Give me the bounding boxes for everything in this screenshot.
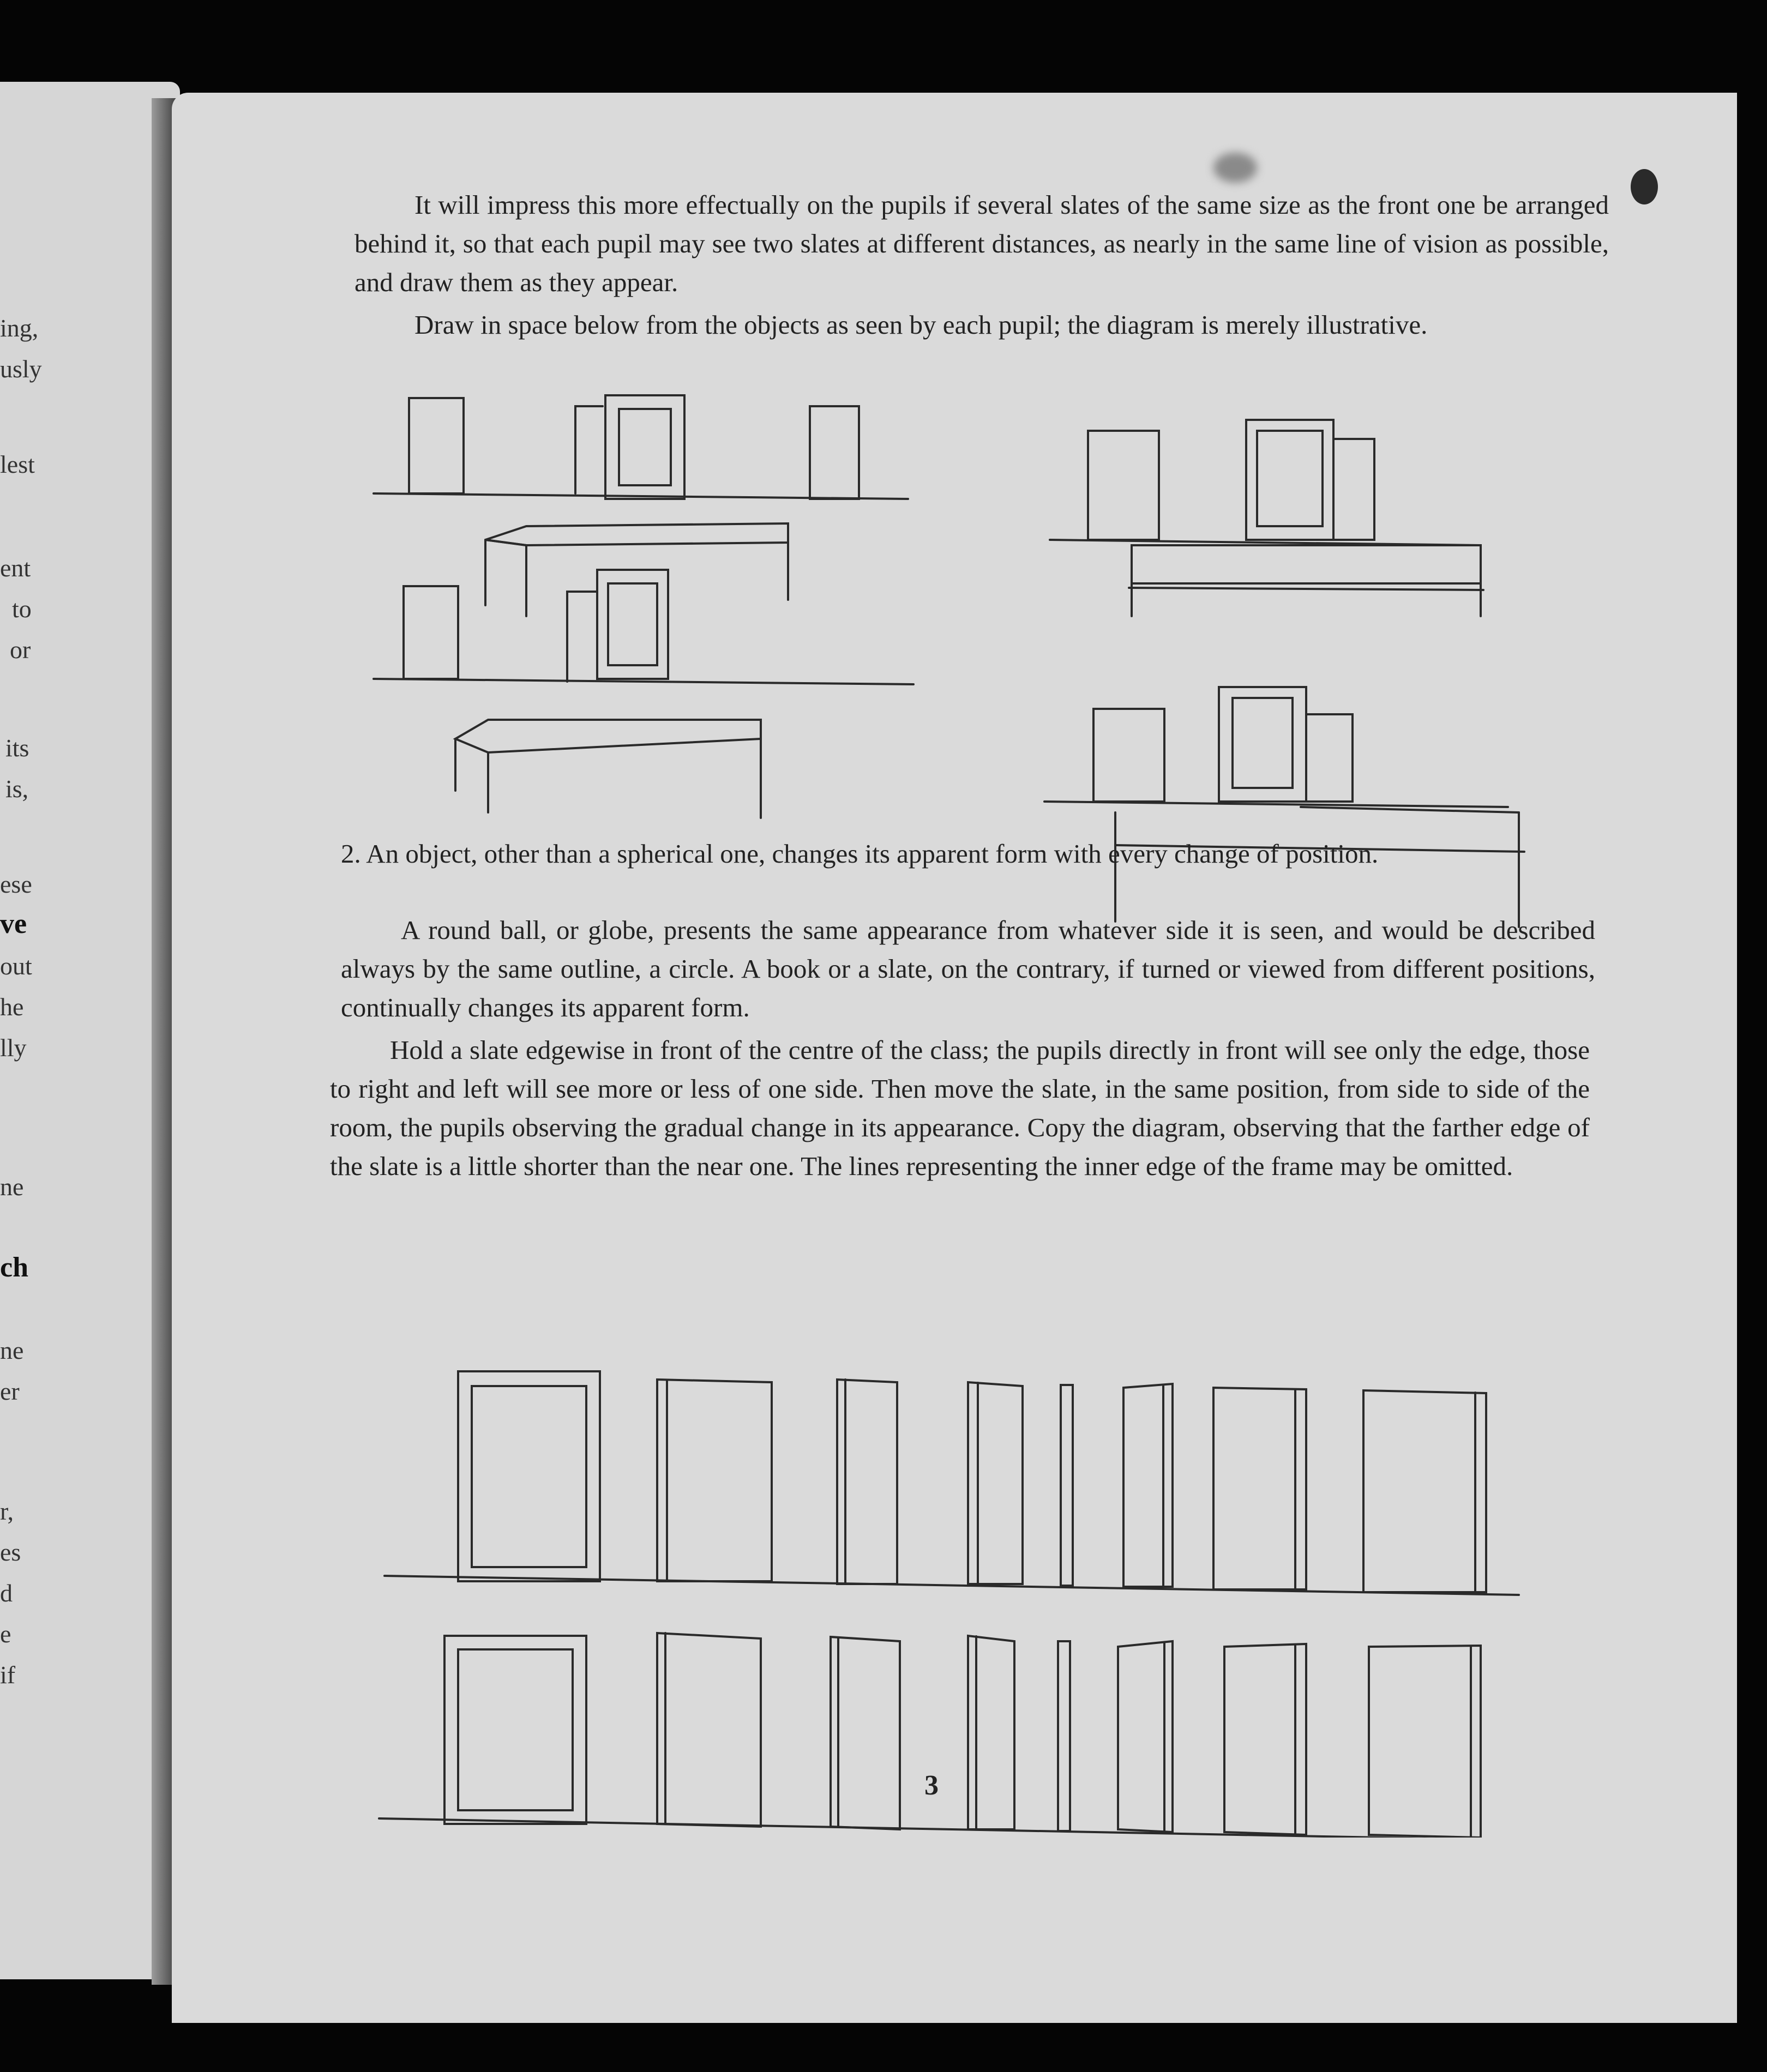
paragraph-slates-behind: It will impress this more effectually on the pupils if several slates of the same size as the front one be arranged behind it, so that each pupil may see two slates at different distances, as nearly in the same line of vision as possible, and draw them as they appear. [354,190,1609,297]
left-page-fragment: ne [0,1173,24,1201]
left-page-fragment: usly [0,355,42,383]
slate-rotation-diagram [368,1270,1568,1838]
left-page-fragment: ent [0,554,31,582]
left-page-fragment: its [5,734,29,762]
left-page-fragment: lest [0,450,35,478]
left-page-fragment: ne [0,1336,24,1364]
ink-smudge [1213,153,1257,183]
left-page-fragment: es [0,1538,21,1566]
printed-slate-row [384,1371,1519,1595]
left-page-fragment: to [12,595,32,623]
left-page-fragment: is, [5,775,29,803]
paragraph-object-changes-form: 2. An object, other than a spherical one, changes its apparent form with every change of position. [341,839,1379,869]
left-page-fragment: out [0,952,32,980]
ink-blot [1631,169,1658,204]
left-page-fragment: d [0,1579,13,1607]
left-page-fragment: ve [0,908,27,939]
left-page-fragment: he [0,993,24,1021]
page-number: 3 [924,1770,939,1801]
left-page-fragment: e [0,1620,11,1648]
paragraph-round-ball: A round ball, or globe, presents the same appearance from whatever side it is seen, and would be described always by the same outline, a circle. A book or a slate, on the contrary, if turned or viewed from different positions, continually changes its apparent form. [341,915,1595,1022]
main-page [172,93,1737,2023]
left-page-fragment: if [0,1661,16,1689]
left-page-fragment: or [10,636,31,664]
left-page-fragment: ing, [0,314,39,342]
hand-drawn-slate-row [379,1633,1524,1838]
left-page-fragment: ese [0,870,32,898]
left-page-fragment: ch [0,1252,28,1283]
left-page-fragment: er [0,1377,20,1405]
left-lower-sketch [374,570,913,818]
left-page-fragment: lly [0,1034,27,1062]
left-page-fragment: r, [0,1497,14,1525]
right-lower-sketch [1044,687,1524,927]
paragraph-hold-slate: Hold a slate edgewise in front of the centre of the class; the pupils directly in front will see only the edge, those to right and left will see more or less of one side. Then move the slate, in the same position, from side to side of the room, the pupils observing the gradual change in its appearance. Copy the diagram, observing that the farther edge of the slate is a little shorter than the near one. The lines representing the inner edge of the frame may be omitted. [330,1035,1590,1181]
right-upper-sketch [1050,420,1483,616]
paragraph-draw-in-space: Draw in space below from the objects as seen by each pupil; the diagram is merely illustrative. [414,310,1428,340]
